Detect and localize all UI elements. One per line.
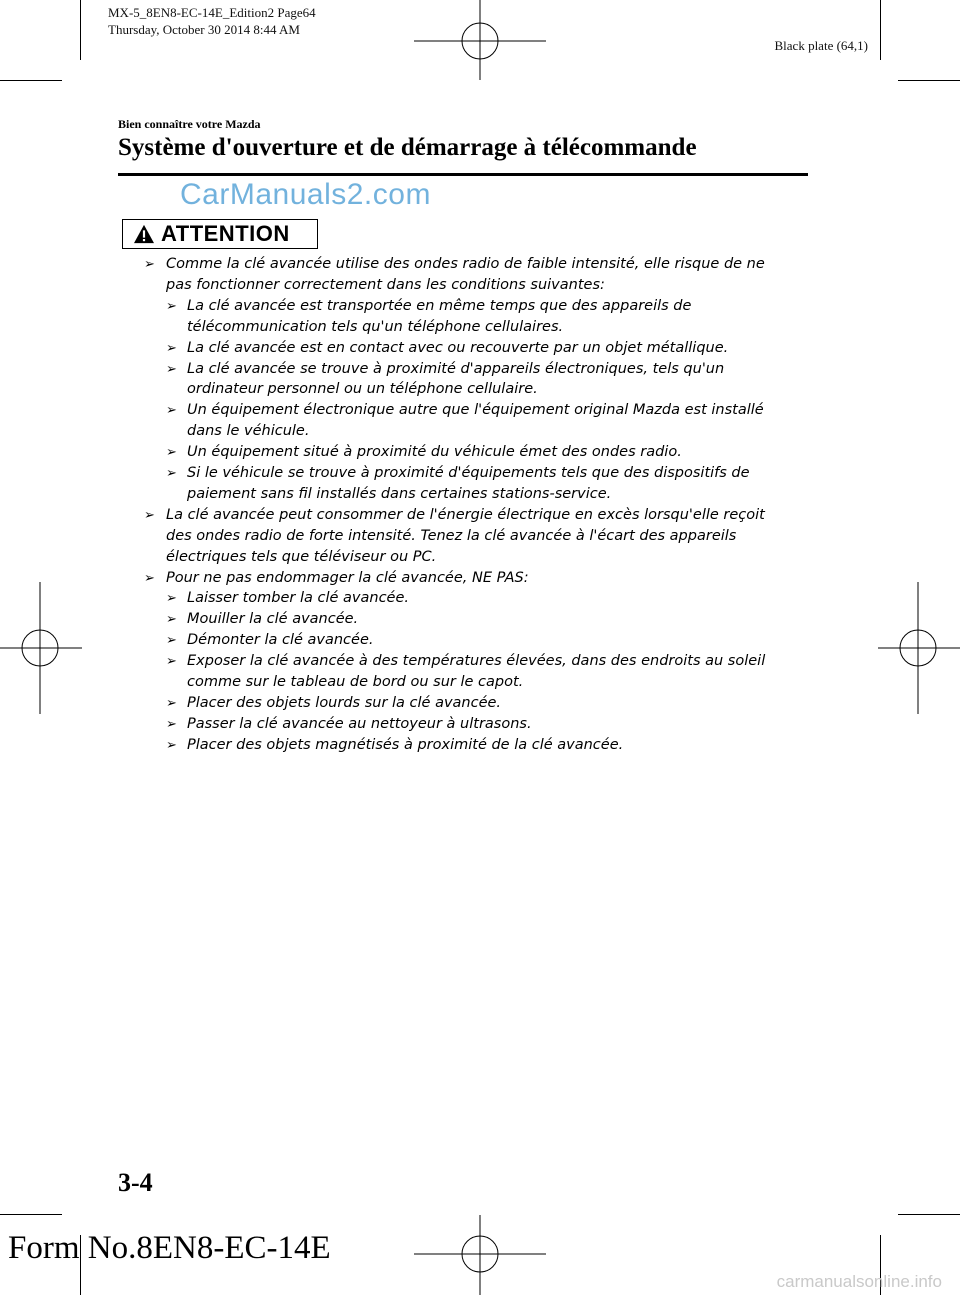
list-item-text: La clé avancée peut consommer de l'énergie électrique en excès lorsqu'elle reçoit bbox=[166, 506, 765, 523]
list-item-text: électriques tels que téléviseur ou PC. bbox=[166, 548, 437, 565]
print-header-date: Thursday, October 30 2014 8:44 AM bbox=[108, 22, 300, 37]
bullet-arrow-icon: ➢ bbox=[166, 612, 177, 628]
section-label: Bien connaître votre Mazda bbox=[118, 117, 261, 131]
crop-mark bbox=[0, 1214, 62, 1215]
bullet-arrow-icon: ➢ bbox=[166, 737, 177, 753]
sub-list-item-text: Exposer la clé avancée à des températures élevées, dans des endroits au soleil bbox=[187, 653, 766, 670]
list-item-text: des ondes radio de forte intensité. Tenez la clé avancée à l'écart des appareils bbox=[166, 527, 737, 544]
page-number: 3-4 bbox=[118, 1168, 153, 1197]
sub-list-item-text: Placer des objets lourds sur la clé avancée. bbox=[187, 694, 502, 711]
footer-watermark: carmanualsonline.info bbox=[776, 1272, 942, 1291]
form-number: Form No.8EN8-EC-14E bbox=[8, 1230, 331, 1266]
list-item-text: Comme la clé avancée utilise des ondes radio de faible intensité, elle risque de ne bbox=[166, 256, 765, 272]
bullet-arrow-icon: ➢ bbox=[166, 340, 177, 356]
bullet-arrow-icon: ➢ bbox=[166, 445, 177, 461]
bullet-arrow-icon: ➢ bbox=[166, 466, 177, 481]
bullet-arrow-icon: ➢ bbox=[166, 695, 177, 711]
watermark-logo: CarManuals2.com bbox=[180, 178, 431, 211]
bullet-arrow-icon: ➢ bbox=[166, 361, 177, 377]
print-header bbox=[108, 4, 316, 38]
attention-label: ATTENTION bbox=[161, 221, 290, 246]
sub-list-item-text: La clé avancée est en contact avec ou recouverte par un objet métallique. bbox=[187, 339, 729, 356]
sub-list-item-text: Si le véhicule se trouve à proximité d'équipements tels que des dispositifs de bbox=[187, 465, 750, 481]
sub-list-item-text: ordinateur personnel ou un téléphone cellulaire. bbox=[187, 381, 538, 398]
bullet-arrow-icon: ➢ bbox=[166, 298, 177, 314]
sub-list-item-text: La clé avancée se trouve à proximité d'appareils électroniques, tels qu'un bbox=[187, 360, 725, 377]
sub-list-item-text: La clé avancée est transportée en même temps que des appareils de bbox=[187, 297, 692, 314]
sub-list-item-text: Passer la clé avancée au nettoyeur à ultrasons. bbox=[187, 715, 532, 732]
bullet-arrow-icon: ➢ bbox=[166, 716, 177, 732]
bullet-arrow-icon: ➢ bbox=[166, 654, 177, 670]
bullet-arrow-icon: ➢ bbox=[166, 633, 177, 649]
crop-mark bbox=[898, 80, 960, 81]
sub-list-item-text: Un équipement électronique autre que l'équipement original Mazda est installé bbox=[187, 402, 764, 419]
sub-list-item-text: dans le véhicule. bbox=[187, 423, 310, 440]
plate-label: Black plate (64,1) bbox=[774, 38, 868, 53]
bullet-arrow-icon: ➢ bbox=[144, 570, 155, 586]
bullet-arrow-icon: ➢ bbox=[166, 403, 177, 419]
list-item-text: Pour ne pas endommager la clé avancée, NE PAS: bbox=[166, 569, 529, 586]
bullet-arrow-icon: ➢ bbox=[166, 591, 177, 607]
bullet-arrow-icon: ➢ bbox=[144, 507, 155, 523]
title-rule bbox=[118, 173, 808, 176]
sub-list-item-text: comme sur le tableau de bord ou sur le capot. bbox=[187, 674, 524, 690]
sub-list-item-text: paiement sans fil installés dans certaines stations-service. bbox=[187, 485, 612, 502]
crop-mark bbox=[898, 1214, 960, 1215]
attention-label-box bbox=[122, 219, 318, 249]
sub-list-item-text: Un équipement situé à proximité du véhicule émet des ondes radio. bbox=[187, 444, 682, 461]
crop-mark bbox=[80, 0, 81, 60]
sub-list-item-text: Placer des objets magnétisés à proximité de la clé avancée. bbox=[187, 736, 624, 753]
print-header-file: MX-5_8EN8-EC-14E_Edition2 Page64 bbox=[108, 5, 316, 20]
sub-list-item-text: Mouiller la clé avancée. bbox=[187, 611, 359, 628]
warning-triangle-icon bbox=[133, 224, 155, 244]
list-item-text: pas fonctionner correctement dans les conditions suivantes: bbox=[166, 276, 605, 293]
crop-mark bbox=[0, 80, 62, 81]
sub-list-item-text: Démonter la clé avancée. bbox=[187, 632, 374, 649]
registration-mark-top bbox=[414, 0, 546, 80]
registration-mark-left bbox=[0, 582, 82, 714]
registration-mark-bottom bbox=[414, 1215, 546, 1295]
bullet-arrow-icon: ➢ bbox=[144, 257, 155, 272]
registration-mark-right bbox=[878, 582, 960, 714]
page-title: Système d'ouverture et de démarrage à télécommande bbox=[118, 134, 697, 161]
sub-list-item-text: télécommunication tels qu'un téléphone cellulaires. bbox=[187, 318, 564, 335]
crop-mark bbox=[880, 0, 881, 60]
sub-list-item-text: Laisser tomber la clé avancée. bbox=[187, 590, 409, 607]
